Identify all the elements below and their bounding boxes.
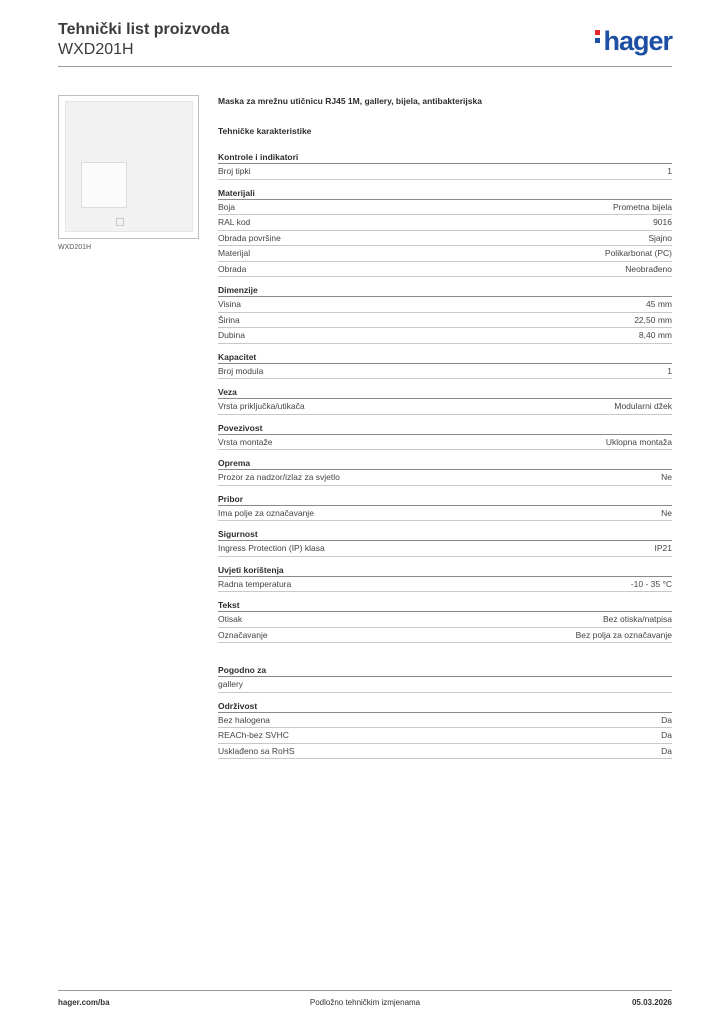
spec-value: Sjajno: [648, 232, 672, 243]
spec-row: [218, 297, 672, 313]
spec-group-title: Oprema: [218, 457, 672, 470]
spec-row: [218, 677, 672, 693]
spec-group-title: Povezivost: [218, 422, 672, 435]
spec-row: [218, 541, 672, 557]
footer-divider: [58, 990, 672, 991]
spec-value: Da: [661, 714, 672, 725]
antibacterial-mark-icon: [116, 218, 124, 226]
spec-value: 1: [667, 365, 672, 376]
spec-row: [218, 713, 672, 729]
spec-row: [218, 612, 672, 628]
footer-notice: Podložno tehničkim izmjenama: [309, 998, 421, 1007]
page-header: [58, 20, 672, 60]
spec-label: Ima polje za označavanje: [218, 507, 314, 518]
spec-label: Visina: [218, 299, 241, 309]
spec-row: [218, 744, 672, 760]
spec-value: 45 mm: [646, 299, 672, 309]
spec-row: [218, 328, 672, 344]
product-description: Maska za mrežnu utičnicu RJ45 1M, gallery, bijela, antibakterijska: [218, 96, 482, 106]
cover-plate-icon: [65, 101, 193, 232]
logo-colon-icon: [595, 27, 600, 46]
spec-group: [218, 422, 672, 451]
spec-group-title: Pogodno za: [218, 664, 672, 677]
spec-value: 1: [667, 166, 672, 176]
spec-row: [218, 470, 672, 486]
section-gap: [218, 650, 672, 664]
spec-label: Boja: [218, 201, 236, 212]
spec-row: [218, 246, 672, 262]
spec-groups: [218, 151, 672, 643]
spec-label: REACh-bez SVHC: [218, 730, 289, 740]
spec-row: [218, 628, 672, 644]
spec-label: Označavanje: [218, 629, 268, 640]
spec-group: [218, 493, 672, 522]
socket-opening-icon: [81, 162, 127, 208]
footer-date: 05.03.2026: [631, 998, 672, 1007]
spec-row: [218, 364, 672, 380]
spec-label: Ingress Protection (IP) klasa: [218, 543, 325, 553]
spec-label: Materijal: [218, 248, 251, 258]
spec-group-title: Kontrole i indikatori: [218, 151, 672, 164]
spec-row: [218, 215, 672, 231]
spec-value: Prometna bijela: [612, 201, 672, 212]
spec-group-title: Materijali: [218, 187, 672, 200]
spec-value: Neobrađeno: [625, 263, 672, 274]
spec-row: [218, 577, 672, 593]
spec-value: -10 - 35 °C: [630, 578, 672, 589]
spec-group: [218, 187, 672, 278]
spec-row: [218, 313, 672, 329]
spec-value: Da: [661, 745, 672, 756]
logo-text: hager: [603, 26, 672, 56]
spec-value: 8,40 mm: [638, 330, 672, 340]
spec-label: Obrada: [218, 263, 247, 274]
spec-value: Ne: [661, 507, 672, 518]
spec-content: [218, 96, 672, 766]
spec-label: gallery: [218, 679, 244, 689]
spec-label: Radna temperatura: [218, 578, 292, 589]
spec-value: Modularni džek: [614, 401, 672, 411]
spec-label: Prozor za nadzor/izlaz za svjetlo: [218, 472, 340, 482]
spec-group: [218, 564, 672, 593]
extra-groups: [218, 664, 672, 759]
spec-value: Polikarbonat (PC): [604, 248, 672, 258]
spec-row: [218, 435, 672, 451]
spec-row: [218, 399, 672, 415]
spec-group-title: Veza: [218, 386, 672, 399]
spec-row: [218, 262, 672, 278]
spec-label: Dubina: [218, 330, 245, 340]
spec-group-title: Održivost: [218, 700, 672, 713]
spec-group-title: Pribor: [218, 493, 672, 506]
spec-value: Bez polja za označavanje: [575, 629, 672, 640]
spec-group: [218, 664, 672, 693]
spec-row: [218, 231, 672, 247]
spec-label: Usklađeno sa RoHS: [218, 745, 295, 756]
product-code: WXD201H: [58, 41, 134, 58]
spec-group: [218, 700, 672, 760]
spec-value: Uklopna montaža: [605, 436, 672, 447]
header-divider: [58, 66, 672, 67]
spec-group: [218, 528, 672, 557]
spec-group: [218, 457, 672, 486]
image-caption: WXD201H: [58, 244, 92, 251]
page-title: Tehnički list proizvoda: [58, 21, 230, 38]
spec-group-title: Uvjeti korištenja: [218, 564, 672, 577]
spec-group: [218, 599, 672, 643]
spec-value: Ne: [661, 472, 672, 482]
spec-row: [218, 164, 672, 180]
footer-website: hager.com/ba: [58, 998, 110, 1007]
spec-value: Bez otiska/natpisa: [603, 614, 672, 624]
spec-value: IP21: [654, 543, 672, 553]
product-image: [58, 95, 199, 239]
spec-group: [218, 284, 672, 344]
spec-value: Da: [661, 730, 672, 740]
spec-row: [218, 728, 672, 744]
spec-row: [218, 506, 672, 522]
hager-logo: [595, 26, 672, 56]
spec-group: [218, 351, 672, 380]
spec-group-title: Sigurnost: [218, 528, 672, 541]
spec-row: [218, 200, 672, 216]
spec-group-title: Kapacitet: [218, 351, 672, 364]
spec-label: Vrsta montaže: [218, 436, 273, 447]
spec-group-title: Dimenzije: [218, 284, 672, 297]
spec-group-title: Tekst: [218, 599, 672, 612]
spec-group: [218, 151, 672, 180]
spec-value: 22,50 mm: [634, 314, 672, 325]
spec-label: RAL kod: [218, 217, 251, 227]
spec-value: 9016: [653, 217, 672, 227]
tech-characteristics-title: Tehničke karakteristike: [218, 126, 312, 136]
spec-label: Obrada površine: [218, 232, 281, 243]
spec-label: Bez halogena: [218, 714, 270, 725]
spec-label: Vrsta priključka/utikača: [218, 401, 305, 411]
spec-label: Broj tipki: [218, 166, 251, 176]
spec-label: Širina: [218, 314, 240, 325]
spec-group: [218, 386, 672, 415]
spec-label: Broj modula: [218, 365, 264, 376]
spec-label: Otisak: [218, 614, 243, 624]
